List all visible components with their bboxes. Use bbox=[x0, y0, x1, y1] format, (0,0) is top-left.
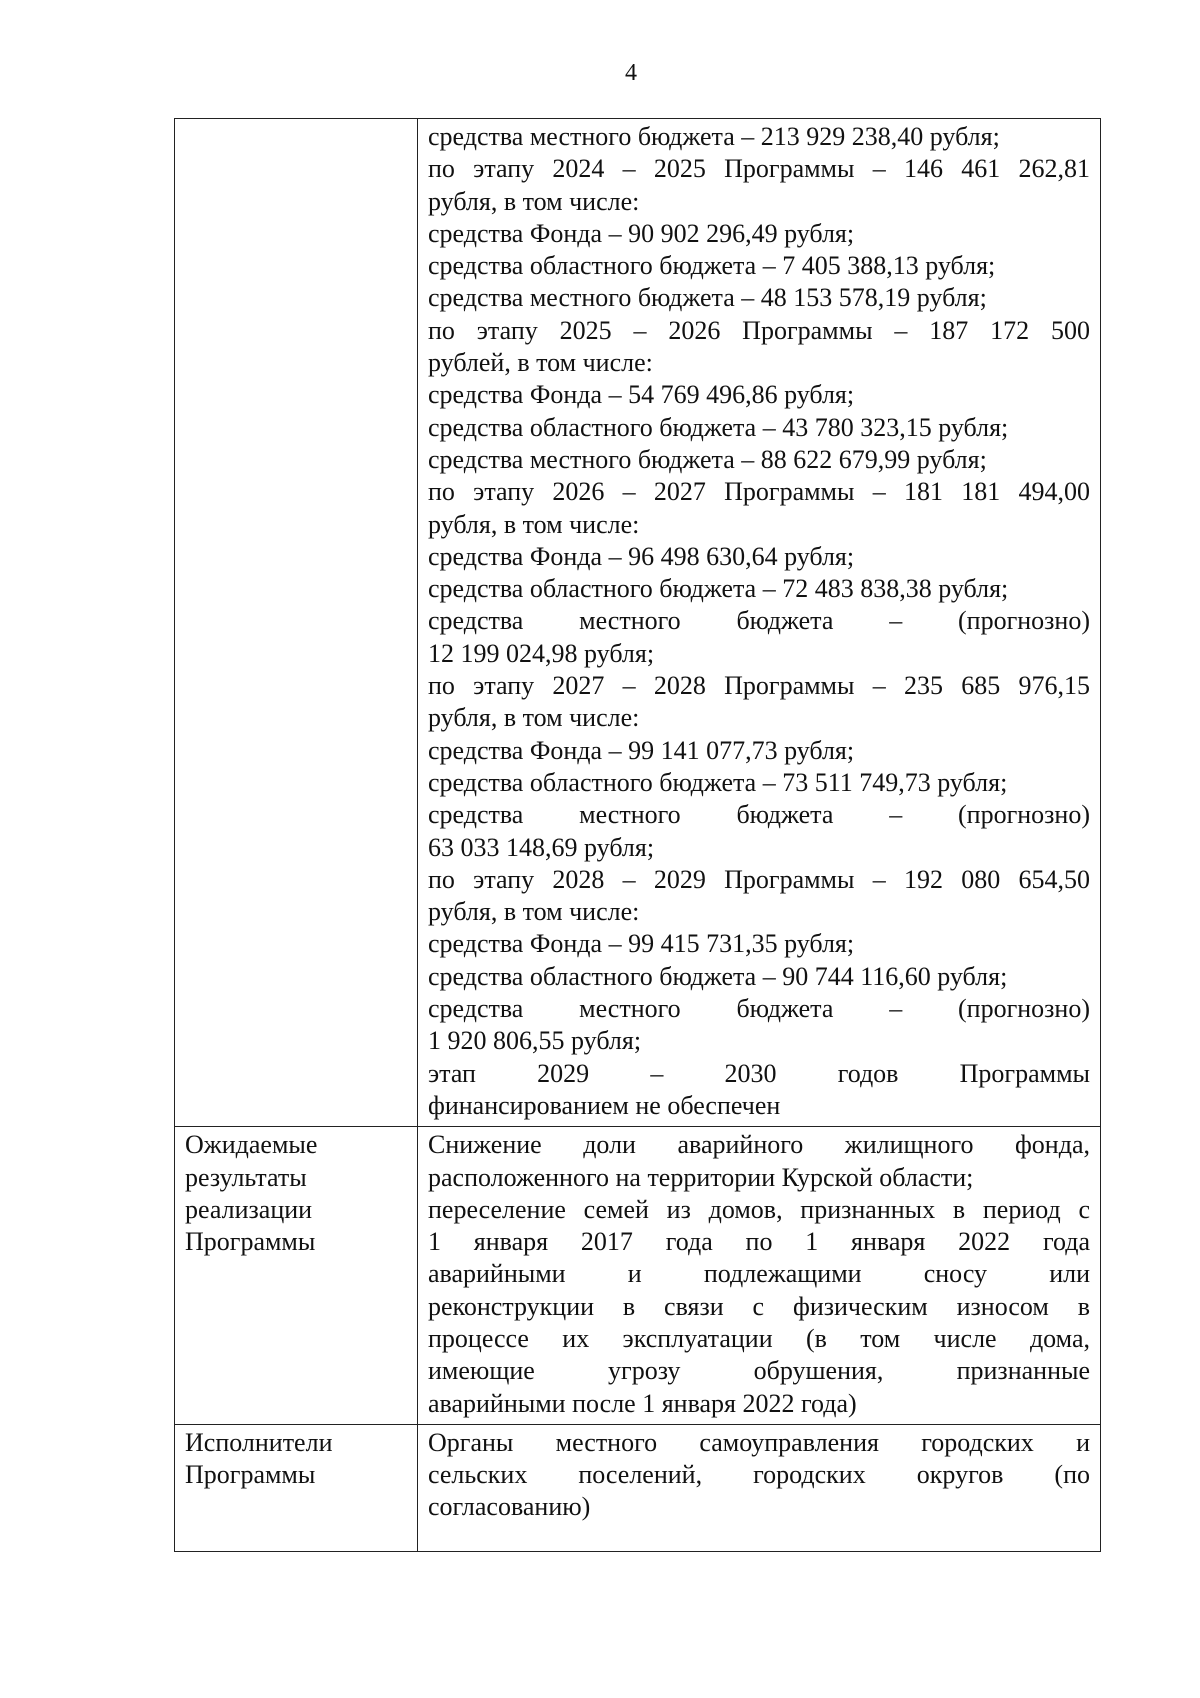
text-line: средства Фонда – 99 415 731,35 рубля; bbox=[428, 929, 855, 959]
text-line: рублей, в том числе: bbox=[428, 348, 653, 378]
text-line: средства областного бюджета – 7 405 388,13 рубля; bbox=[428, 251, 996, 281]
text-line: Органы местного самоуправления городских и bbox=[428, 1427, 1090, 1457]
text-line: процессе их эксплуатации (в том числе дома, bbox=[428, 1323, 1090, 1353]
text-line: рубля, в том числе: bbox=[428, 897, 640, 927]
text-line: средства местного бюджета – (прогнозно) bbox=[428, 606, 1090, 636]
text-line: аварийными и подлежащими сносу или bbox=[428, 1259, 1090, 1289]
text-line: средства областного бюджета – 72 483 838,38 рубля; bbox=[428, 574, 1009, 604]
text-line: 63 033 148,69 рубля; bbox=[428, 832, 655, 862]
row-label-line: Ожидаемые bbox=[185, 1130, 318, 1160]
text-line: переселение семей из домов, признанных в период с bbox=[428, 1194, 1090, 1224]
text-line: средства местного бюджета – 213 929 238,40 рубля; bbox=[428, 122, 1000, 151]
row-label-line: Исполнители bbox=[185, 1427, 333, 1457]
text-line: этап 2029 – 2030 годов Программы bbox=[428, 1058, 1090, 1088]
row-label-line: реализации bbox=[185, 1194, 313, 1224]
text-line: расположенного на территории Курской области; bbox=[428, 1162, 974, 1192]
text-line: аварийными после 1 января 2022 года) bbox=[428, 1388, 857, 1418]
text-line: по этапу 2028 – 2029 Программы – 192 080 654,50 bbox=[428, 864, 1090, 894]
text-line: Снижение доли аварийного жилищного фонда, bbox=[428, 1130, 1090, 1160]
text-line: сельских поселений, городских округов (по bbox=[428, 1460, 1090, 1490]
text-line: 1 января 2017 года по 1 января 2022 года bbox=[428, 1227, 1090, 1257]
text-line: по этапу 2025 – 2026 Программы – 187 172 500 bbox=[428, 315, 1090, 345]
text-line: средства областного бюджета – 90 744 116,60 рубля; bbox=[428, 961, 1008, 991]
text-line: средства областного бюджета – 43 780 323,15 рубля; bbox=[428, 412, 1009, 442]
financing-cell bbox=[418, 119, 1101, 1127]
text-line: средства местного бюджета – 48 153 578,19 рубля; bbox=[428, 283, 987, 313]
text-line: рубля, в том числе: bbox=[428, 703, 640, 733]
row-label-line: Программы bbox=[185, 1460, 316, 1490]
row-label-line: результаты bbox=[185, 1162, 307, 1192]
text-line: средства Фонда – 90 902 296,49 рубля; bbox=[428, 218, 855, 248]
text-line: средства местного бюджета – (прогнозно) bbox=[428, 994, 1090, 1024]
row-label-cell bbox=[175, 1127, 418, 1425]
table-row bbox=[175, 1424, 1101, 1551]
text-line: финансированием не обеспечен bbox=[428, 1090, 781, 1120]
table-row bbox=[175, 1127, 1101, 1425]
text-line: рубля, в том числе: bbox=[428, 186, 640, 216]
text-line: средства областного бюджета – 73 511 749,73 рубля; bbox=[428, 767, 1008, 797]
table-row bbox=[175, 119, 1101, 1127]
expected-results-cell bbox=[418, 1127, 1101, 1425]
page-number: 4 bbox=[625, 60, 637, 86]
text-line: средства Фонда – 54 769 496,86 рубля; bbox=[428, 380, 855, 410]
text-line: по этапу 2026 – 2027 Программы – 181 181 494,00 bbox=[428, 477, 1090, 507]
program-passport-table bbox=[174, 118, 1101, 1552]
text-line: средства Фонда – 99 141 077,73 рубля; bbox=[428, 735, 855, 765]
text-line: имеющие угрозу обрушения, признанные bbox=[428, 1356, 1090, 1386]
text-line: рубля, в том числе: bbox=[428, 509, 640, 539]
text-line: средства местного бюджета – (прогнозно) bbox=[428, 800, 1090, 830]
text-line: средства Фонда – 96 498 630,64 рубля; bbox=[428, 541, 855, 571]
executors-cell bbox=[418, 1424, 1101, 1551]
text-line: согласованию) bbox=[428, 1492, 591, 1522]
text-line: по этапу 2024 – 2025 Программы – 146 461 262,81 bbox=[428, 154, 1090, 184]
row-label-cell bbox=[175, 119, 418, 1127]
text-line: 1 920 806,55 рубля; bbox=[428, 1026, 642, 1056]
text-line: по этапу 2027 – 2028 Программы – 235 685 976,15 bbox=[428, 671, 1090, 701]
text-line: средства местного бюджета – 88 622 679,99 рубля; bbox=[428, 444, 987, 474]
text-line: 12 199 024,98 рубля; bbox=[428, 638, 655, 668]
row-label-line: Программы bbox=[185, 1227, 316, 1257]
text-line: реконструкции в связи с физическим износом в bbox=[428, 1291, 1090, 1321]
row-label-cell bbox=[175, 1424, 418, 1551]
